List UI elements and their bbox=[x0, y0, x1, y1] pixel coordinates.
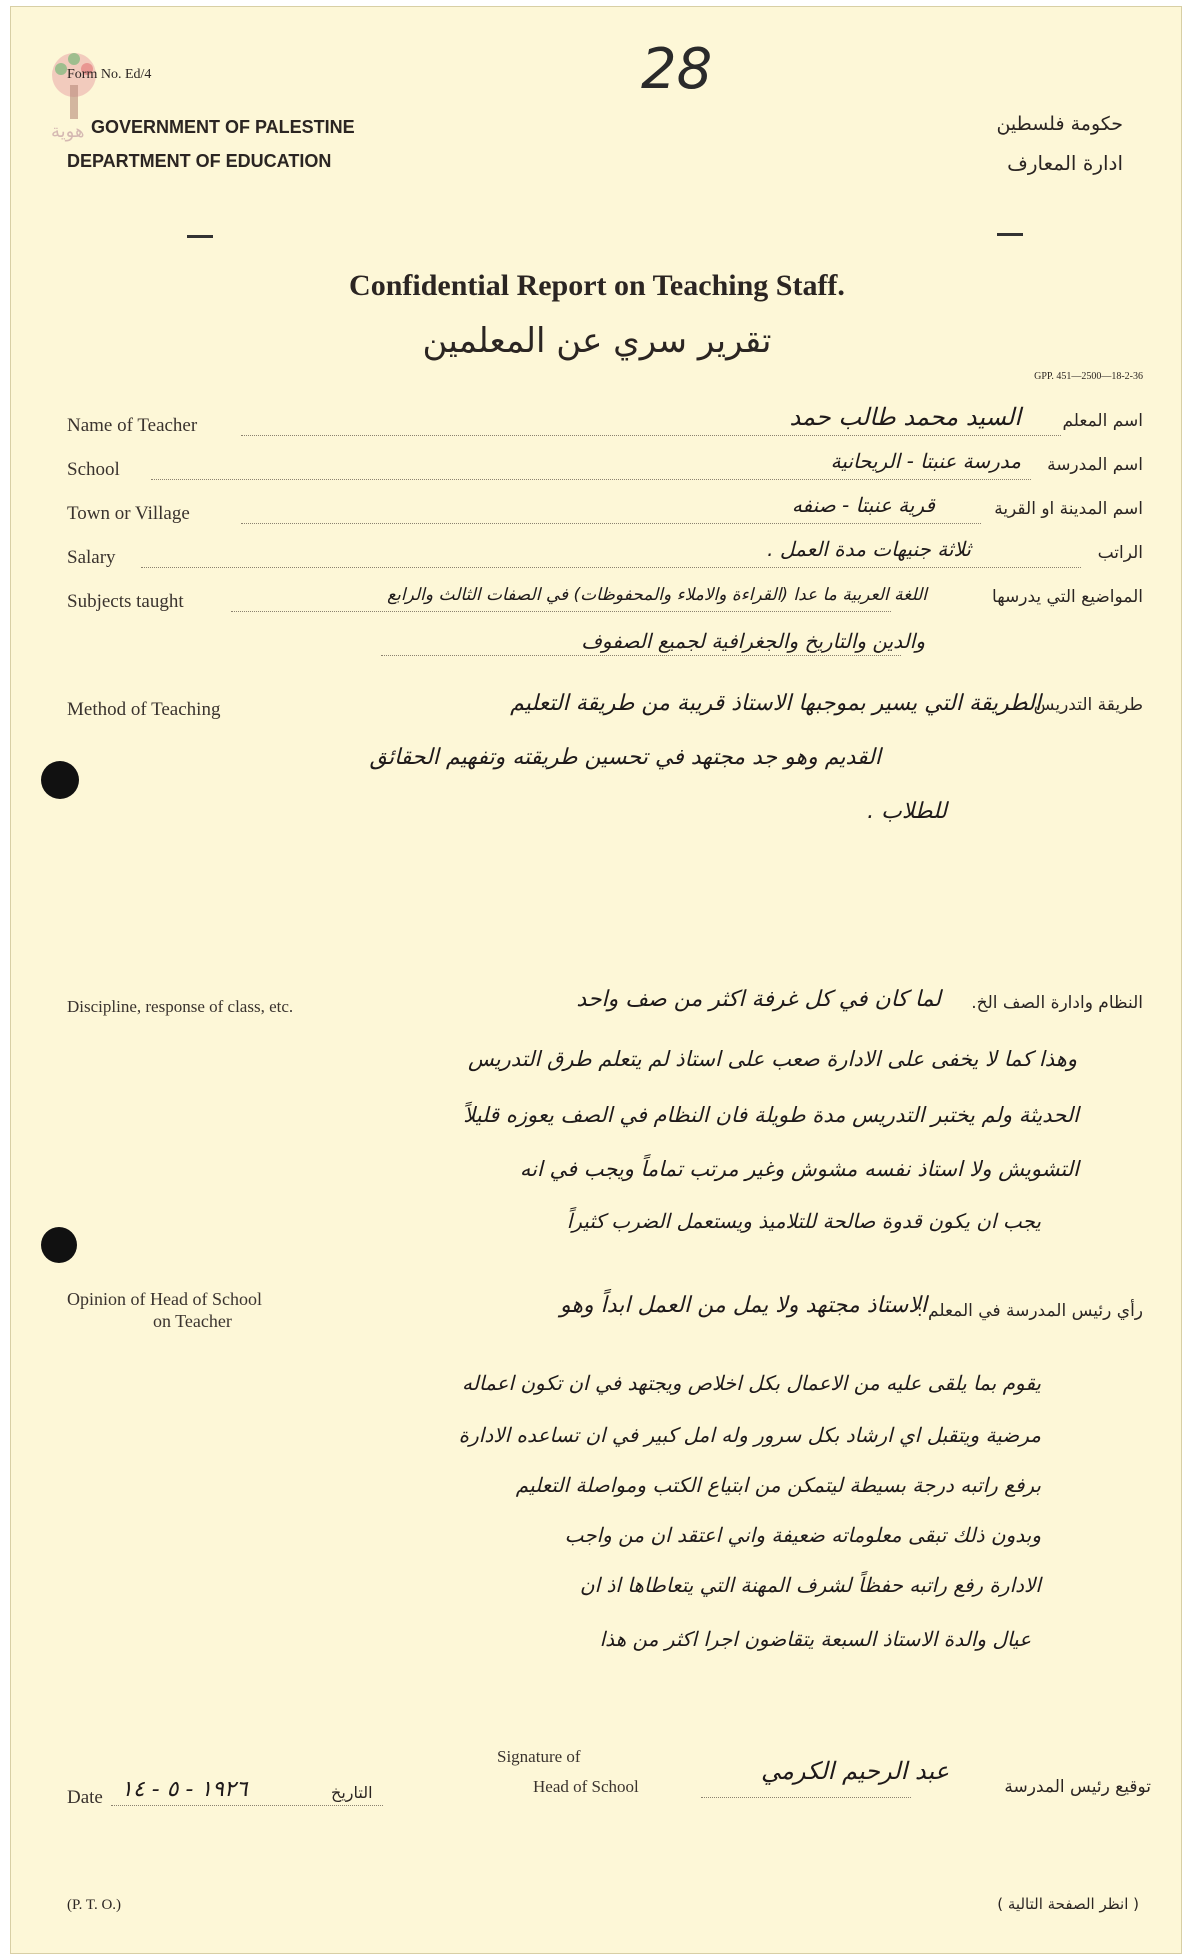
date-label-en: Date bbox=[67, 1787, 103, 1808]
government-en: GOVERNMENT OF PALESTINE bbox=[91, 117, 355, 137]
title-en: Confidential Report on Teaching Staff. bbox=[349, 269, 845, 302]
print-code: GPP. 451—2500—18-2-36 bbox=[1034, 371, 1143, 382]
school-line bbox=[151, 479, 1031, 480]
department-ar: ادارة المعارف bbox=[1007, 151, 1123, 175]
opinion-line-1: الاستاذ مجتهد ولا يمل من العمل ابداً وهو bbox=[560, 1293, 927, 1318]
subjects-value-1: اللغة العربية ما عدا (القراءة والاملاء والمحفوظات) في الصفات الثالث والرابع bbox=[387, 585, 927, 605]
discipline-line-4: التشويش ولا استاذ نفسه مشوش وغير مرتب تماماً ويجب في انه bbox=[519, 1157, 1079, 1181]
teacher-line bbox=[241, 435, 1061, 436]
department-en: DEPARTMENT OF EDUCATION bbox=[67, 151, 332, 171]
signature-label-ar: توقيع رئيس المدرسة bbox=[1004, 1777, 1151, 1797]
discipline-label-en: Discipline, response of class, etc. bbox=[67, 997, 294, 1016]
teacher-label-en: Name of Teacher bbox=[67, 415, 198, 436]
subjects-label-en: Subjects taught bbox=[67, 591, 184, 612]
town-value: قرية عنبتا - صنفه bbox=[791, 493, 935, 517]
date-line bbox=[111, 1805, 383, 1806]
document-page bbox=[10, 6, 1182, 1954]
form-number: Form No. Ed/4 bbox=[67, 67, 152, 82]
salary-line bbox=[141, 567, 1081, 568]
subjects-label-ar: المواضيع التي يدرسها bbox=[992, 587, 1143, 607]
town-line bbox=[241, 523, 981, 524]
opinion-label-ar: رأي رئيس المدرسة في المعلم : bbox=[916, 1301, 1143, 1321]
subjects-value-2: والدين والتاريخ والجغرافية لجميع الصفوف bbox=[581, 629, 925, 653]
punch-hole-bottom bbox=[41, 1227, 77, 1263]
teacher-label-ar: اسم المعلم bbox=[1062, 411, 1143, 431]
school-label-en: School bbox=[67, 459, 120, 480]
salary-label-en: Salary bbox=[67, 547, 116, 568]
town-label-ar: اسم المدينة او القرية bbox=[994, 499, 1143, 519]
signature-label-en-1: Signature of bbox=[497, 1747, 581, 1766]
teacher-value: السيد محمد طالب حمد bbox=[789, 403, 1021, 431]
signature-label-en-2: Head of School bbox=[533, 1777, 639, 1796]
town-label-en: Town or Village bbox=[67, 503, 190, 524]
subjects-line-2 bbox=[381, 655, 901, 656]
discipline-line-2: وهذا كما لا يخفى على الادارة صعب على استاذ لم يتعلم طرق التدريس bbox=[468, 1047, 1077, 1071]
opinion-line-5: وبدون ذلك تبقى معلوماته ضعيفة واني اعتقد ان من واجب bbox=[564, 1523, 1041, 1547]
page-number: 28 bbox=[641, 37, 713, 102]
discipline-line-1: لما كان في كل غرفة اكثر من صف واحد bbox=[576, 987, 941, 1012]
opinion-line-7: عيال والدة الاستاذ السبعة يتقاضون اجرا اكثر من هذا bbox=[599, 1627, 1031, 1651]
opinion-label-en-1: Opinion of Head of School bbox=[67, 1289, 262, 1309]
method-line-2: القديم وهو جد مجتهد في تحسين طريقته وتفهيم الحقائق bbox=[369, 745, 881, 770]
salary-label-ar: الراتب bbox=[1097, 543, 1143, 563]
method-label-en: Method of Teaching bbox=[67, 699, 221, 720]
opinion-line-2: يقوم بما يلقى عليه من الاعمال بكل اخلاص ويجتهد في ان تكون اعماله bbox=[462, 1371, 1041, 1395]
government-ar: حكومة فلسطين bbox=[996, 113, 1123, 135]
school-value: مدرسة عنبتا - الريحانية bbox=[830, 449, 1021, 473]
method-line-1: الطريقة التي يسير بموجبها الاستاذ قريبة من طريقة التعليم bbox=[510, 691, 1041, 716]
header-rule-left bbox=[187, 235, 213, 238]
discipline-label-ar: النظام وادارة الصف الخ. bbox=[971, 993, 1143, 1013]
opinion-line-3: مرضية ويتقبل اي ارشاد بكل سرور وله امل كبير في ان تساعده الادارة bbox=[458, 1423, 1041, 1447]
opinion-line-6: الادارة رفع راتبه حفظاً لشرف المهنة التي يتعاطاها اذ ان bbox=[579, 1573, 1041, 1597]
title-ar: تقرير سري عن المعلمين bbox=[422, 321, 772, 361]
salary-value: ثلاثة جنيهات مدة العمل . bbox=[767, 537, 971, 561]
date-label-ar: التاريخ bbox=[331, 1783, 373, 1802]
method-label-ar: طريقة التدريس : bbox=[1022, 695, 1143, 715]
method-line-3: للطلاب . bbox=[867, 799, 947, 824]
punch-hole-top bbox=[41, 761, 79, 799]
signature-value: عبد الرحيم الكرمي bbox=[761, 1757, 950, 1785]
opinion-label-en-2: on Teacher bbox=[153, 1311, 232, 1331]
pto-en: (P. T. O.) bbox=[67, 1897, 122, 1913]
opinion-line-4: برفع راتبه درجة بسيطة ليتمكن من ابتياع الكتب ومواصلة التعليم bbox=[515, 1473, 1041, 1497]
discipline-line-3: الحديثة ولم يختبر التدريس مدة طويلة فان النظام في الصف يعوزه قليلاً bbox=[463, 1103, 1079, 1127]
subjects-line-1 bbox=[231, 611, 891, 612]
date-value: ١٩٢٦ - ٥ - ١٤ bbox=[121, 1777, 248, 1802]
header-rule-right bbox=[997, 233, 1023, 236]
discipline-line-5: يجب ان يكون قدوة صالحة للتلاميذ ويستعمل الضرب كثيراً bbox=[566, 1209, 1041, 1233]
watermark-text: هوية bbox=[51, 121, 85, 142]
pto-ar: ( انظر الصفحة التالية ) bbox=[997, 1895, 1139, 1913]
signature-line bbox=[701, 1797, 911, 1798]
school-label-ar: اسم المدرسة bbox=[1047, 455, 1143, 475]
